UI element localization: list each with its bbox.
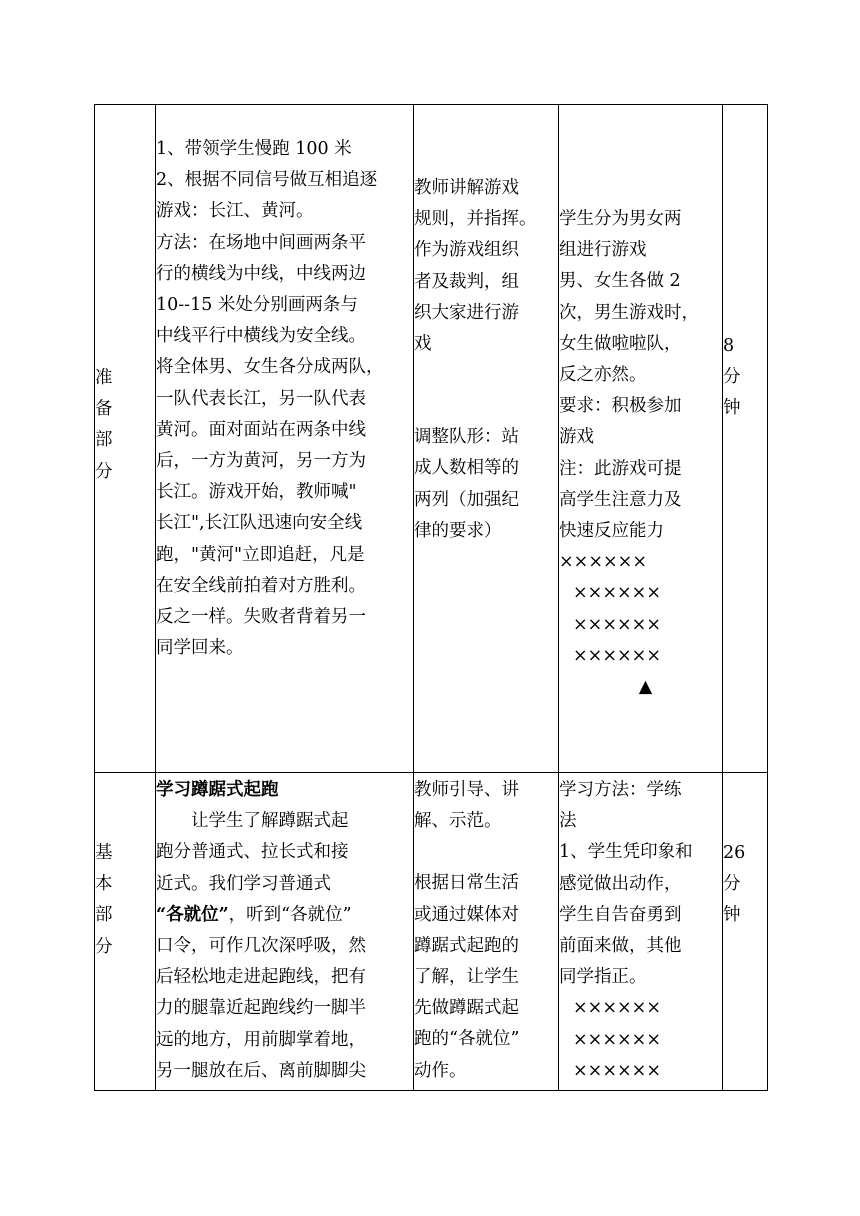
student-line: 感觉做出动作，: [559, 873, 682, 894]
time-unit: 钟: [723, 398, 741, 419]
content-line: 行的横线为中线，中线两边: [156, 263, 366, 284]
teacher-line: 或通过媒体对: [414, 904, 519, 925]
section-char: 分: [95, 936, 113, 957]
content-line: 另一腿放在后、离前脚脚尖: [156, 1060, 366, 1081]
time-unit: 分: [723, 874, 741, 895]
content-line: 在安全线前拍着对方胜利。: [156, 575, 366, 596]
content-line: 后，一方为黄河，另一方为: [156, 451, 366, 472]
content-line: 跑，"黄河"立即追赶，凡是: [156, 544, 365, 565]
teacher-line: 教师讲解游戏: [414, 178, 519, 198]
content-line: 长江",长江队迅速向安全线: [156, 513, 363, 534]
section-char: 准: [95, 368, 113, 388]
time-value: 8: [723, 336, 735, 356]
section-char: 分: [95, 461, 113, 482]
section-char: 备: [95, 399, 113, 420]
student-line: 学生自告奋勇到: [559, 904, 682, 925]
teacher-line: 作为游戏组织: [414, 240, 519, 261]
student-line: 同学指正。: [559, 967, 647, 988]
section-char: 部: [95, 905, 113, 926]
student-line: 快速反应能力: [559, 521, 664, 542]
student-line: 1、学生凭印象和: [559, 842, 693, 863]
teacher-line: 戏: [414, 334, 432, 355]
student-line: 反之亦然。: [559, 365, 647, 386]
content-line-with-bold: [156, 900, 413, 931]
content-line: 10--15 米处分别画两条与: [156, 295, 358, 316]
content-line: 近式。我们学习普通式: [156, 873, 331, 894]
basic-row: [95, 773, 768, 1091]
content-line: 2、根据不同信号做互相追逐: [156, 170, 378, 191]
basic-time: [723, 773, 768, 1091]
content-line: 长江。游戏开始，教师喊": [156, 482, 357, 503]
teacher-line: 者及裁判，组: [414, 271, 519, 292]
student-line: 前面来做，其他: [559, 936, 682, 957]
student-line: 男、女生各做 2: [559, 271, 681, 292]
formation-row: ××××××: [559, 552, 647, 573]
warmup-student-activity: [559, 105, 723, 773]
lesson-plan-table: [94, 104, 768, 1091]
content-line: 让学生了解蹲踞式起: [191, 811, 349, 832]
basic-section-label: [95, 773, 156, 1091]
content-line: 反之一样。失败者背着另一: [156, 607, 366, 628]
bold-phrase: “各就位”: [156, 904, 229, 925]
warmup-time: [723, 105, 768, 773]
content-line: 将全体男、女生各分成两队，: [156, 357, 384, 378]
student-line: 组进行游戏: [559, 240, 647, 261]
teacher-line: 规则，并指挥。: [414, 209, 537, 230]
formation-row: ××××××: [573, 583, 661, 604]
teacher-line: 两列（加强纪: [414, 489, 519, 510]
teacher-line: 成人数相等的: [414, 458, 519, 479]
teacher-line: 蹲踞式起跑的: [414, 935, 519, 956]
section-char: 本: [95, 874, 113, 895]
content-line: 力的腿靠近起跑线约一脚半: [156, 998, 366, 1019]
teacher-line: 动作。: [414, 1060, 467, 1081]
student-line: 女生做啦啦队，: [559, 333, 682, 354]
formation-row: ××××××: [573, 1060, 661, 1081]
student-line: 学习方法：学练: [559, 780, 682, 800]
content-line-tail: ，听到“各就位”: [228, 904, 352, 925]
content-line: 方法：在场地中间画两条平: [156, 232, 366, 253]
basic-teacher-activity: [414, 773, 559, 1091]
section-char: 基: [95, 843, 113, 863]
teacher-line: 教师引导、讲: [414, 780, 519, 800]
formation-row: ××××××: [573, 998, 661, 1019]
content-line: 游戏：长江、黄河。: [156, 201, 314, 222]
formation-row: ××××××: [573, 645, 661, 666]
content-line: 跑分普通式、拉长式和接: [156, 842, 349, 863]
student-line: 要求：积极参加: [559, 396, 682, 417]
content-line: 远的地方，用前脚掌着地，: [156, 1029, 366, 1050]
content-line: 一队代表长江，另一队代表: [156, 388, 366, 409]
warmup-row: [95, 105, 768, 773]
student-line: 游戏: [559, 427, 594, 448]
basic-heading: 学习蹲踞式起跑: [156, 780, 279, 800]
content-line: 后轻松地走进起跑线，把有: [156, 967, 366, 988]
teacher-line: 跑的“各就位”: [414, 1029, 520, 1050]
teacher-line: 根据日常生活: [414, 873, 519, 894]
teacher-line: 了解，让学生: [414, 967, 519, 988]
warmup-section-label: [95, 105, 156, 773]
section-char: 部: [95, 430, 113, 451]
teacher-line: 律的要求）: [414, 520, 502, 541]
content-line: 口令，可作几次深呼吸，然: [156, 936, 366, 957]
basic-student-activity: [559, 773, 723, 1091]
teacher-line: 织大家进行游: [414, 302, 519, 323]
formation-row: ××××××: [573, 614, 661, 635]
content-line: 中线平行中横线为安全线。: [156, 326, 366, 347]
teacher-line: 先做蹲踞式起: [414, 998, 519, 1019]
content-line: 1、带领学生慢跑 100 米: [156, 139, 352, 159]
teacher-line: 调整队形：站: [414, 427, 519, 448]
warmup-content: [156, 105, 414, 773]
time-unit: 分: [723, 367, 741, 388]
student-line: 学生分为男女两: [559, 209, 682, 229]
warmup-teacher-activity: [414, 105, 559, 773]
teacher-position-marker: ▲: [638, 677, 653, 698]
time-unit: 钟: [723, 905, 741, 926]
student-line: 高学生注意力及: [559, 489, 682, 510]
time-value: 26: [723, 843, 746, 863]
student-line: 次，男生游戏时，: [559, 302, 699, 323]
formation-row: ××××××: [573, 1029, 661, 1050]
student-line: 注：此游戏可提: [559, 458, 682, 479]
content-line: 黄河。面对面站在两条中线: [156, 419, 366, 440]
student-line: 法: [559, 811, 577, 832]
content-line: 同学回来。: [156, 638, 244, 659]
basic-content: [156, 773, 414, 1091]
teacher-line: 解、示范。: [414, 811, 502, 832]
